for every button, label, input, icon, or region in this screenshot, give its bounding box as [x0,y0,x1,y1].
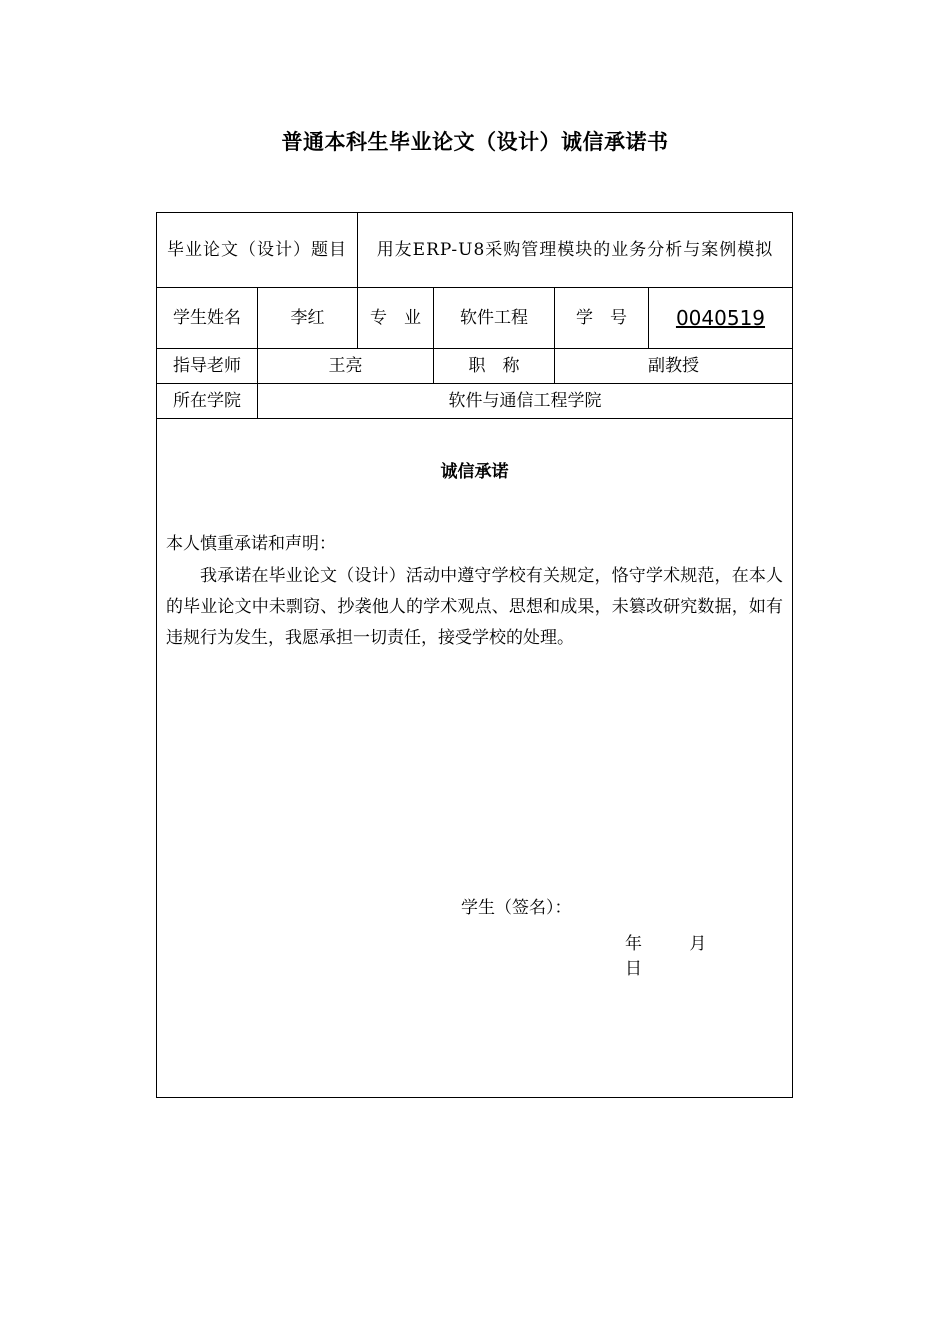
student-id-value: 0040519 [675,306,766,330]
student-name-label: 学生姓名 [173,308,241,328]
student-name-value-cell[interactable] [258,288,358,349]
advisor-label-cell [157,349,258,384]
student-id-value-cell[interactable] [649,288,792,349]
rank-value-cell[interactable] [555,349,792,384]
major-label: 专 业 [370,308,421,328]
advisor-label: 指导老师 [173,356,241,376]
thesis-title-label: 毕业论文（设计）题目 [167,240,347,260]
student-id-label-cell [555,288,649,349]
rank-label: 职 称 [468,356,520,376]
school-value: 软件与通信工程学院 [448,391,602,411]
major-value: 软件工程 [460,308,528,328]
thesis-title-value: 用友ERP-U8采购管理模块的业务分析与案例模拟 [376,240,774,260]
pledge-body: 我承诺在毕业论文（设计）活动中遵守学校有关规定，恪守学术规范，在本人的毕业论文中未剽窃、抄袭他人的学术观点、思想和成果，未篡改研究数据，如有违规行为发生，我愿承担一切责任，接受学校的处理。 [166,566,783,648]
advisor-value: 王亮 [328,356,363,376]
pledge-intro: 本人慎重承诺和声明： [166,534,336,554]
signature-date[interactable] [625,929,792,979]
page-title: 普通本科生毕业论文（设计）诚信承诺书 [281,130,669,154]
pledge-form [156,212,793,1098]
advisor-value-cell[interactable] [258,349,434,384]
pledge-section [157,419,792,1099]
pledge-heading: 诚信承诺 [440,462,509,482]
rank-label-cell [434,349,555,384]
major-value-cell[interactable] [434,288,555,349]
date-month-label: 月 [689,934,707,954]
student-name-label-cell [157,288,258,349]
major-label-cell [358,288,434,349]
school-label-cell [157,384,258,419]
rank-value: 副教授 [648,356,699,376]
student-name-value: 李红 [290,308,325,328]
student-id-label: 学 号 [576,308,627,328]
thesis-title-value-cell[interactable] [358,213,792,288]
school-value-cell[interactable] [258,384,792,419]
school-label: 所在学院 [173,391,241,411]
date-day-label: 日 [625,959,642,979]
signature-label[interactable]: 学生（签名）： [461,898,572,918]
date-year-label: 年 [625,934,642,954]
thesis-title-label-cell [157,213,358,288]
